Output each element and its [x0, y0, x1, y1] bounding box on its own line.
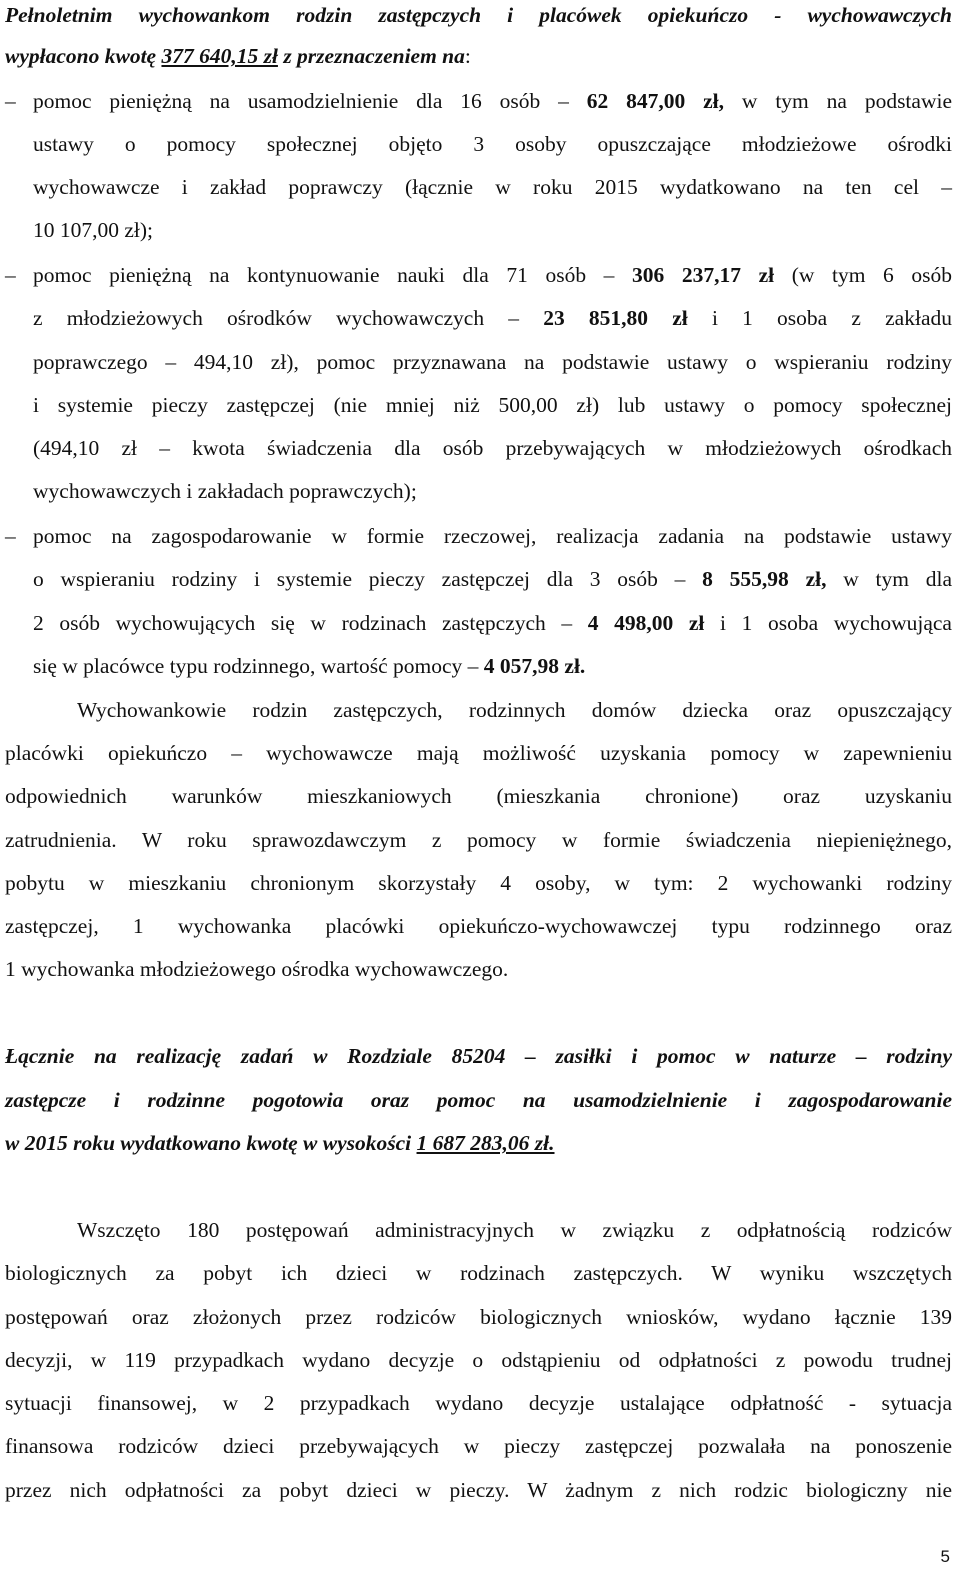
summary-line-2: zastępcze i rodzinne pogotowia oraz pomoc na usamodzielnienie i zagospodarowanie: [5, 1088, 952, 1112]
bullet-1-line-1: [33, 86, 952, 116]
bullet-2-line-1: [33, 260, 952, 290]
text: (w tym 6 osób: [774, 263, 952, 287]
text: pomoc pieniężną na usamodzielnienie dla 16 osób –: [33, 89, 587, 113]
para-2-line-1: Wszczęto 180 postępowań administracyjnych w związku z odpłatnością rodziców: [77, 1218, 952, 1242]
para-1-line-6: zastępczej, 1 wychowanka placówki opiekuńczo-wychowawczej typu rodzinnego oraz: [5, 914, 952, 938]
para-1-line-5: pobytu w mieszkaniu chronionym skorzystały 4 osoby, w tym: 2 wychowanki rodziny: [5, 871, 952, 895]
para-1-line-7: 1 wychowanka młodzieżowego ośrodka wychowawczego.: [5, 957, 509, 981]
heading-text: Pełnoletnim wychowankom rodzin zastępczych i placówek opiekuńczo - wychowawczych: [5, 3, 952, 27]
bullet-2-line-5: (494,10 zł – kwota świadczenia dla osób przebywających w młodzieżowych ośrodkach: [33, 436, 952, 460]
para-2-line-7: przez nich odpłatności za pobyt dzieci w pieczy. W żadnym z nich rodzic biologiczny nie: [5, 1478, 952, 1502]
amount: 23 851,80 zł: [543, 306, 688, 330]
bullet-1-line-2: ustawy o pomocy społecznej objęto 3 osoby opuszczające młodzieżowe ośrodki: [33, 132, 952, 156]
amount: 4 498,00 zł: [587, 611, 705, 635]
page-number: 5: [940, 1547, 950, 1566]
amount: 62 847,00 zł,: [586, 89, 725, 113]
summary-amount: 1 687 283,06 zł.: [416, 1131, 555, 1155]
bullet-3-line-3: [33, 608, 952, 638]
amount: 4 057,98 zł.: [483, 654, 586, 678]
bullet-2-line-4: i systemie pieczy zastępczej (nie mniej niż 500,00 zł) lub ustawy o pomocy społecznej: [33, 393, 952, 417]
text: 2 osób wychowujących się w rodzinach zastępczych –: [33, 611, 588, 635]
summary-line-3: [5, 1128, 952, 1158]
para-1-line-1: Wychowankowie rodzin zastępczych, rodzinnych domów dziecka oraz opuszczający: [77, 698, 952, 722]
para-2-line-6: finansowa rodziców dzieci przebywających w pieczy zastępczej pozwalała na ponoszenie: [5, 1434, 952, 1458]
text: o wspieraniu rodziny i systemie pieczy zastępczej dla 3 osób –: [33, 567, 703, 591]
para-2-line-3: postępowań oraz złożonych przez rodziców biologicznych wniosków, wydano łącznie 139: [5, 1305, 952, 1329]
dash-bullet-icon: –: [5, 524, 16, 548]
heading-amount: 377 640,15 zł: [161, 44, 278, 68]
heading-text: wypłacono kwotę: [5, 44, 162, 68]
text: pomoc pieniężną na kontynuowanie nauki dla 71 osób –: [33, 263, 633, 287]
dash-bullet-icon: –: [5, 89, 16, 113]
para-2-line-4: decyzji, w 119 przypadkach wydano decyzje o odstąpieniu od odpłatności z powodu trudnej: [5, 1348, 952, 1372]
bullet-1-line-3: wychowawcze i zakład poprawczy (łącznie w roku 2015 wydatkowano na ten cel –: [33, 175, 952, 199]
text: w 2015 roku wydatkowano kwotę w wysokości: [5, 1131, 417, 1155]
text: z młodzieżowych ośrodków wychowawczych –: [33, 306, 544, 330]
text: w tym dla: [826, 567, 952, 591]
text: i 1 osoba wychowująca: [704, 611, 952, 635]
heading-text: z przeznaczeniem na: [277, 44, 465, 68]
heading-line-1: [5, 0, 952, 30]
summary-line-1: Łącznie na realizację zadań w Rozdziale 85204 – zasiłki i pomoc w naturze – rodziny: [5, 1044, 952, 1068]
bullet-2-line-3: poprawczego – 494,10 zł), pomoc przyznawana na podstawie ustawy o wspieraniu rodziny: [33, 350, 952, 374]
bullet-3-line-1: pomoc na zagospodarowanie w formie rzeczowej, realizacja zadania na podstawie ustawy: [33, 524, 952, 548]
heading-line-2: [5, 41, 952, 71]
text: i 1 osoba z zakładu: [687, 306, 952, 330]
amount: 306 237,17 zł: [632, 263, 775, 287]
para-1-line-4: zatrudnienia. W roku sprawozdawczym z pomocy w formie świadczenia niepieniężnego,: [5, 828, 952, 852]
para-1-line-2: placówki opiekuńczo – wychowawcze mają możliwość uzyskania pomocy w zapewnieniu: [5, 741, 952, 765]
bullet-2-line-6: wychowawczych i zakładach poprawczych);: [33, 479, 417, 503]
text: w tym na podstawie: [724, 89, 952, 113]
para-2-line-5: sytuacji finansowej, w 2 przypadkach wydano decyzje ustalające odpłatność - sytuacja: [5, 1391, 952, 1415]
bullet-3-line-4: [33, 651, 952, 681]
dash-bullet-icon: –: [5, 263, 16, 287]
para-1-line-3: odpowiednich warunków mieszkaniowych (mieszkania chronione) oraz uzyskaniu: [5, 784, 952, 808]
amount: 8 555,98 zł,: [702, 567, 827, 591]
bullet-1-line-4: 10 107,00 zł);: [33, 218, 154, 242]
bullet-3-line-2: [33, 564, 952, 594]
bullet-2-line-2: [33, 303, 952, 333]
para-2-line-2: biologicznych za pobyt ich dzieci w rodzinach zastępczych. W wyniku wszczętych: [5, 1261, 952, 1285]
text: się w placówce typu rodzinnego, wartość pomocy –: [33, 654, 484, 678]
heading-colon: :: [464, 44, 471, 68]
